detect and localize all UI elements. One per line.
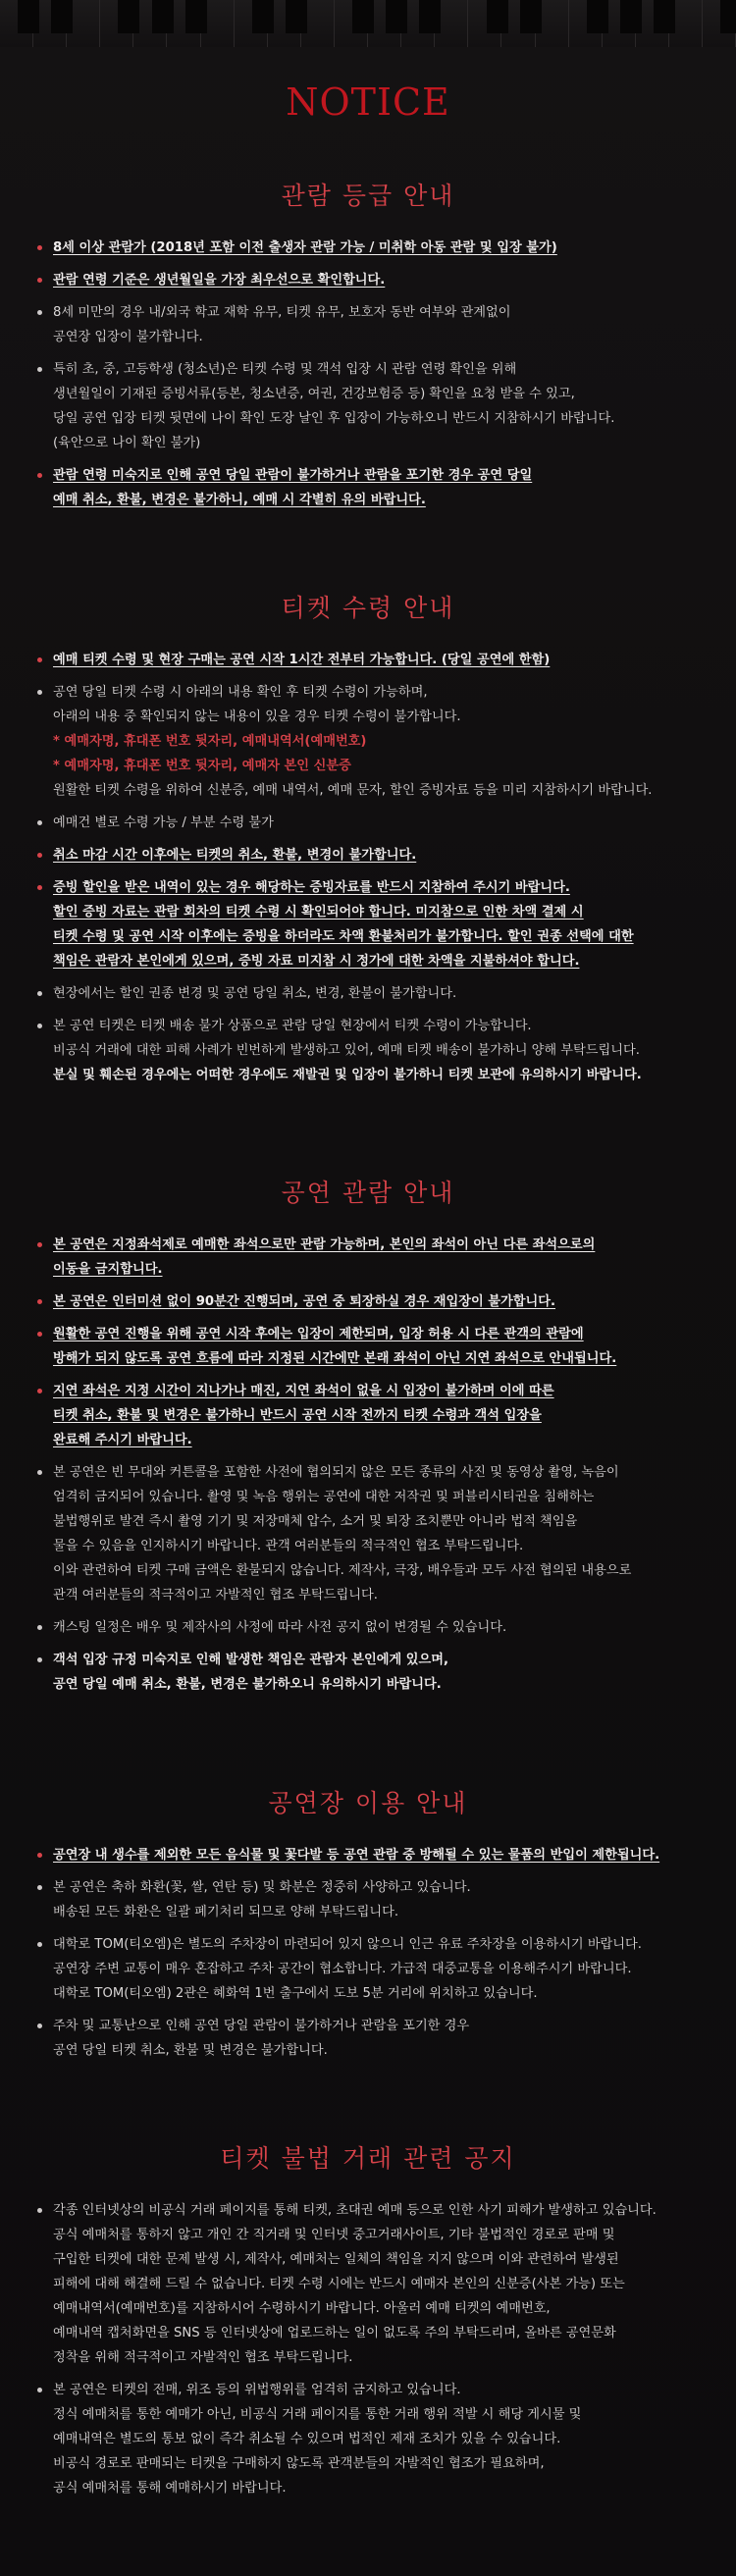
notice-line: 피해에 대해 해결해 드릴 수 없습니다. 티켓 수령 시에는 반드시 예매자 본인의 신분증(사본 가능) 또는	[53, 2277, 625, 2291]
section-heading: 티켓 수령 안내	[281, 594, 455, 622]
notice-line: 대학로 TOM(티오엠)은 별도의 주차장이 마련되어 있지 않으니 인근 유료 주차장을 이용하시기 바랍니다.	[53, 1937, 642, 1952]
notice-line: 취소 마감 시간 이후에는 티켓의 취소, 환불, 변경이 불가합니다.	[53, 848, 417, 863]
notice-item	[0, 1932, 736, 2006]
notice-line: 관객 여러분들의 적극적이고 자발적인 협조 부탁드립니다.	[53, 1588, 378, 1603]
notice-line: 주차 및 교통난으로 인해 공연 당일 관람이 불가하거나 관람을 포기한 경우	[53, 2019, 470, 2033]
notice-line: 비공식 경로로 판매되는 티켓을 구매하지 않도록 관객분들의 자발적인 협조가 필요하며,	[53, 2456, 545, 2471]
notice-item	[0, 1843, 736, 1867]
piano-key	[501, 0, 535, 47]
piano-key	[201, 0, 235, 47]
notice-line: 분실 및 훼손된 경우에는 어떠한 경우에도 재발권 및 입장이 불가하니 티켓 보관에 유의하시기 바랍니다.	[53, 1068, 642, 1082]
notice-line: 배송된 모든 화환은 일괄 폐기처리 되므로 양해 부탁드립니다.	[53, 1905, 399, 1919]
piano-keys-banner	[0, 0, 736, 47]
notice-item	[0, 2378, 736, 2500]
notice-line: 엄격히 금지되어 있습니다. 촬영 및 녹음 행위는 공연에 대한 저작권 및 퍼블리시티권을 침해하는	[53, 1490, 595, 1504]
notice-line: 원활한 티켓 수령을 위하여 신분증, 예매 내역서, 예매 문자, 할인 증빙자료 등을 미리 지참하시기 바랍니다.	[53, 783, 653, 798]
notice-line: 본 공연은 인터미션 없이 90분간 진행되며, 공연 중 퇴장하실 경우 재입장이 불가합니다.	[53, 1294, 556, 1309]
notice-line: 객석 입장 규정 미숙지로 인해 발생한 책임은 관람자 본인에게 있으며,	[53, 1653, 449, 1667]
notice-item	[0, 1460, 736, 1607]
notice-line: 공연장 내 생수를 제외한 모든 음식물 및 꽃다발 등 공연 관람 중 방해될 수 있는 물품의 반입이 제한됩니다.	[53, 1848, 660, 1863]
notice-item	[0, 1379, 736, 1452]
notice-line: 캐스팅 일정은 배우 및 제작사의 사정에 따라 사전 공지 없이 변경될 수 있습니다.	[53, 1620, 507, 1635]
section-heading: 관람 등급 안내	[281, 182, 455, 210]
piano-key	[133, 0, 167, 47]
section-list	[0, 1233, 736, 1697]
notice-item	[0, 236, 736, 260]
section-ticket-pickup	[0, 589, 736, 1095]
notice-line: 원활한 공연 진행을 위해 공연 시작 후에는 입장이 제한되며, 입장 허용 시 다른 관객의 관람에	[53, 1327, 584, 1341]
notice-line: 예매 티켓 수령 및 현장 구매는 공연 시작 1시간 전부터 가능합니다. (당일 공연에 한함)	[53, 653, 551, 667]
notice-line: 이와 관련하여 티켓 구매 금액은 환불되지 않습니다. 제작사, 극장, 배우들과 모두 사전 협의된 내용으로	[53, 1563, 632, 1578]
notice-line: 책임은 관람자 본인에게 있으며, 증빙 자료 미지참 시 정가에 대한 차액을 지불하셔야 합니다.	[53, 954, 580, 969]
notice-line: 본 공연은 티켓의 전매, 위조 등의 위법행위를 엄격히 금지하고 있습니다.	[53, 2383, 461, 2397]
notice-line: 공식 예매처를 통해 예매하시기 바랍니다.	[53, 2481, 287, 2496]
notice-item	[0, 2198, 736, 2370]
piano-key	[301, 0, 335, 47]
notice-item	[0, 1322, 736, 1371]
section-list	[0, 236, 736, 512]
notice-line: 정착을 위해 적극적이고 자발적인 협조 부탁드립니다.	[53, 2350, 353, 2365]
notice-line: 공연장 입장이 불가합니다.	[53, 330, 203, 344]
notice-line: 대학로 TOM(티오엠) 2관은 혜화역 1번 출구에서 도보 5분 거리에 위치하고 있습니다.	[53, 1986, 538, 2001]
notice-item	[0, 811, 736, 835]
piano-key	[235, 0, 268, 47]
piano-key	[335, 0, 368, 47]
notice-line: 이동을 금지합니다.	[53, 1262, 163, 1277]
piano-key	[100, 0, 133, 47]
notice-item	[0, 981, 736, 1006]
notice-line: 할인 증빙 자료는 관람 회차의 티켓 수령 시 확인되어야 합니다. 미지참으로 인한 차액 결제 시	[53, 905, 584, 920]
piano-key	[435, 0, 468, 47]
section-list	[0, 2198, 736, 2500]
notice-line: 티켓 취소, 환불 및 변경은 불가하니 반드시 공연 시작 전까지 티켓 수령과 객석 입장을	[53, 1408, 542, 1423]
notice-line: 관람 연령 기준은 생년월일을 가장 최우선으로 확인합니다.	[53, 273, 386, 288]
notice-line: 구입한 티켓에 대한 문제 발생 시, 제작사, 예매처는 일체의 책임을 지지 않으며 이와 관련하여 발생된	[53, 2252, 619, 2267]
notice-line: 방해가 되지 않도록 공연 흐름에 따라 지정된 시간에만 본래 좌석이 아닌 지연 좌석으로 안내됩니다.	[53, 1351, 617, 1366]
notice-line: 생년월일이 기재된 증빙서류(등본, 청소년증, 여권, 건강보험증 등) 확인을 요청 받을 수 있고,	[53, 387, 575, 401]
piano-key	[33, 0, 67, 47]
notice-item	[0, 1014, 736, 1087]
notice-item	[0, 1233, 736, 1282]
notice-line: 현장에서는 할인 권종 변경 및 공연 당일 취소, 변경, 환불이 불가합니다.	[53, 986, 457, 1001]
notice-item	[0, 1875, 736, 1924]
section-list	[0, 648, 736, 1087]
notice-line: 비공식 거래에 대한 피해 사례가 빈번하게 발생하고 있어, 예매 티켓 배송이 불가하니 양해 부탁드립니다.	[53, 1043, 640, 1058]
notice-line: 본 공연은 빈 무대와 커튼콜을 포함한 사전에 협의되지 않은 모든 종류의 사진 및 동영상 촬영, 녹음이	[53, 1465, 619, 1480]
notice-line: 당일 공연 입장 티켓 뒷면에 나이 확인 도장 날인 후 입장이 가능하오니 반드시 지참하시기 바랍니다.	[53, 411, 615, 426]
section-heading: 공연장 이용 안내	[268, 1789, 468, 1817]
notice-line: 8세 미만의 경우 내/외국 학교 재학 유무, 티켓 유무, 보호자 동반 여부와 관계없이	[53, 305, 511, 320]
piano-key	[67, 0, 100, 47]
notice-line: 아래의 내용 중 확인되지 않는 내용이 있을 경우 티켓 수령이 불가합니다.	[53, 710, 461, 724]
notice-line: 예매건 별로 수령 가능 / 부분 수령 불가	[53, 815, 274, 830]
notice-line: * 예매자명, 휴대폰 번호 뒷자리, 예매자 본인 신분증	[53, 759, 351, 773]
piano-key	[468, 0, 501, 47]
section-heading: 티켓 불법 거래 관련 공지	[220, 2144, 516, 2173]
notice-item	[0, 2014, 736, 2063]
section-illegal-trade	[0, 2139, 736, 2508]
notice-item	[0, 680, 736, 803]
section-venue	[0, 1784, 736, 2071]
section-viewing	[0, 1174, 736, 1705]
piano-key	[368, 0, 401, 47]
notice-line: 지연 좌석은 지정 시간이 지나가나 매진, 지연 좌석이 없을 시 입장이 불가하며 이에 따른	[53, 1384, 554, 1398]
notice-line: 증빙 할인을 받은 내역이 있는 경우 해당하는 증빙자료를 반드시 지참하여 주시기 바랍니다.	[53, 880, 570, 895]
piano-key	[636, 0, 669, 47]
section-rating	[0, 177, 736, 520]
notice-line: 불법행위로 발견 즉시 촬영 기기 및 저장매체 압수, 소거 및 퇴장 조치뿐만 아니라 법적 책임을	[53, 1514, 578, 1529]
notice-line: 본 공연은 축하 화환(꽃, 쌀, 연탄 등) 및 화분은 정중히 사양하고 있습니다.	[53, 1880, 471, 1895]
notice-line: 예매내역서(예매번호)를 지참하시어 수령하시기 바랍니다. 아울러 예매 티켓의 예매번호,	[53, 2301, 551, 2316]
notice-line: * 예매자명, 휴대폰 번호 뒷자리, 예매내역서(예매번호)	[53, 734, 367, 749]
notice-line: 티켓 수령 및 공연 시작 이후에는 증빙을 하더라도 차액 환불처리가 불가합니다. 할인 권종 선택에 대한	[53, 929, 634, 944]
notice-item	[0, 463, 736, 512]
section-list	[0, 1843, 736, 2063]
notice-line: 관람 연령 미숙지로 인해 공연 당일 관람이 불가하거나 관람을 포기한 경우 공연 당일	[53, 468, 533, 483]
notice-line: 본 공연은 지정좌석제로 예매한 좌석으로만 관람 가능하며, 본인의 좌석이 아닌 다른 좌석으로의	[53, 1237, 596, 1252]
notice-line: 각종 인터넷상의 비공식 거래 페이지를 통해 티켓, 초대권 예매 등으로 인한 사기 피해가 발생하고 있습니다.	[53, 2203, 657, 2218]
notice-item	[0, 1289, 736, 1314]
piano-key	[167, 0, 200, 47]
notice-line: 예매내역 캡처화면을 SNS 등 인터넷상에 업로드하는 일이 없도록 주의 부탁드리며, 올바른 공연문화	[53, 2326, 616, 2340]
notice-line: 공연 당일 티켓 취소, 환불 및 변경은 불가합니다.	[53, 2043, 328, 2058]
notice-line: 본 공연 티켓은 티켓 배송 불가 상품으로 관람 당일 현장에서 티켓 수령이 가능합니다.	[53, 1019, 532, 1033]
piano-key	[401, 0, 435, 47]
page-title: NOTICE	[286, 80, 450, 124]
piano-key	[569, 0, 603, 47]
piano-key	[603, 0, 636, 47]
piano-key	[536, 0, 569, 47]
notice-item	[0, 300, 736, 349]
notice-line: (육안으로 나이 확인 불가)	[53, 436, 201, 450]
piano-key	[0, 0, 33, 47]
notice-line: 8세 이상 관람가 (2018년 포함 이전 출생자 관람 가능 / 미취학 아동 관람 및 입장 불가)	[53, 240, 557, 255]
notice-line: 특히 초, 중, 고등학생 (청소년)은 티켓 수령 및 객석 입장 시 관람 연령 확인을 위해	[53, 362, 517, 377]
notice-line: 공연 당일 예매 취소, 환불, 변경은 불가하오니 유의하시기 바랍니다.	[53, 1677, 442, 1692]
notice-item	[0, 357, 736, 455]
piano-key	[669, 0, 703, 47]
notice-line: 예매 취소, 환불, 변경은 불가하니, 예매 시 각별히 유의 바랍니다.	[53, 493, 426, 507]
notice-line: 물을 수 있음을 인지하시기 바랍니다. 관객 여러분들의 적극적인 협조 부탁드립니다.	[53, 1539, 524, 1553]
notice-item	[0, 843, 736, 867]
piano-key	[703, 0, 736, 47]
notice-item	[0, 268, 736, 292]
notice-line: 공연 당일 티켓 수령 시 아래의 내용 확인 후 티켓 수령이 가능하며,	[53, 685, 428, 700]
notice-line: 공식 예매처를 통하지 않고 개인 간 직거래 및 인터넷 중고거래사이트, 기타 불법적인 경로로 판매 및	[53, 2228, 615, 2242]
piano-key	[268, 0, 301, 47]
notice-line: 정식 예매처를 통한 예매가 아닌, 비공식 거래 페이지를 통한 거래 행위 적발 시 해당 게시물 및	[53, 2407, 582, 2422]
notice-item	[0, 1648, 736, 1697]
notice-item	[0, 875, 736, 973]
notice-line: 완료해 주시기 바랍니다.	[53, 1433, 192, 1447]
notice-item	[0, 648, 736, 672]
notice-line: 공연장 주변 교통이 매우 혼잡하고 주차 공간이 협소합니다. 가급적 대중교통을 이용해주시기 바랍니다.	[53, 1962, 632, 1976]
notice-item	[0, 1615, 736, 1640]
section-heading: 공연 관람 안내	[281, 1179, 455, 1207]
notice-line: 예매내역은 별도의 통보 없이 즉각 취소될 수 있으며 법적인 제재 조치가 있을 수 있습니다.	[53, 2432, 561, 2446]
